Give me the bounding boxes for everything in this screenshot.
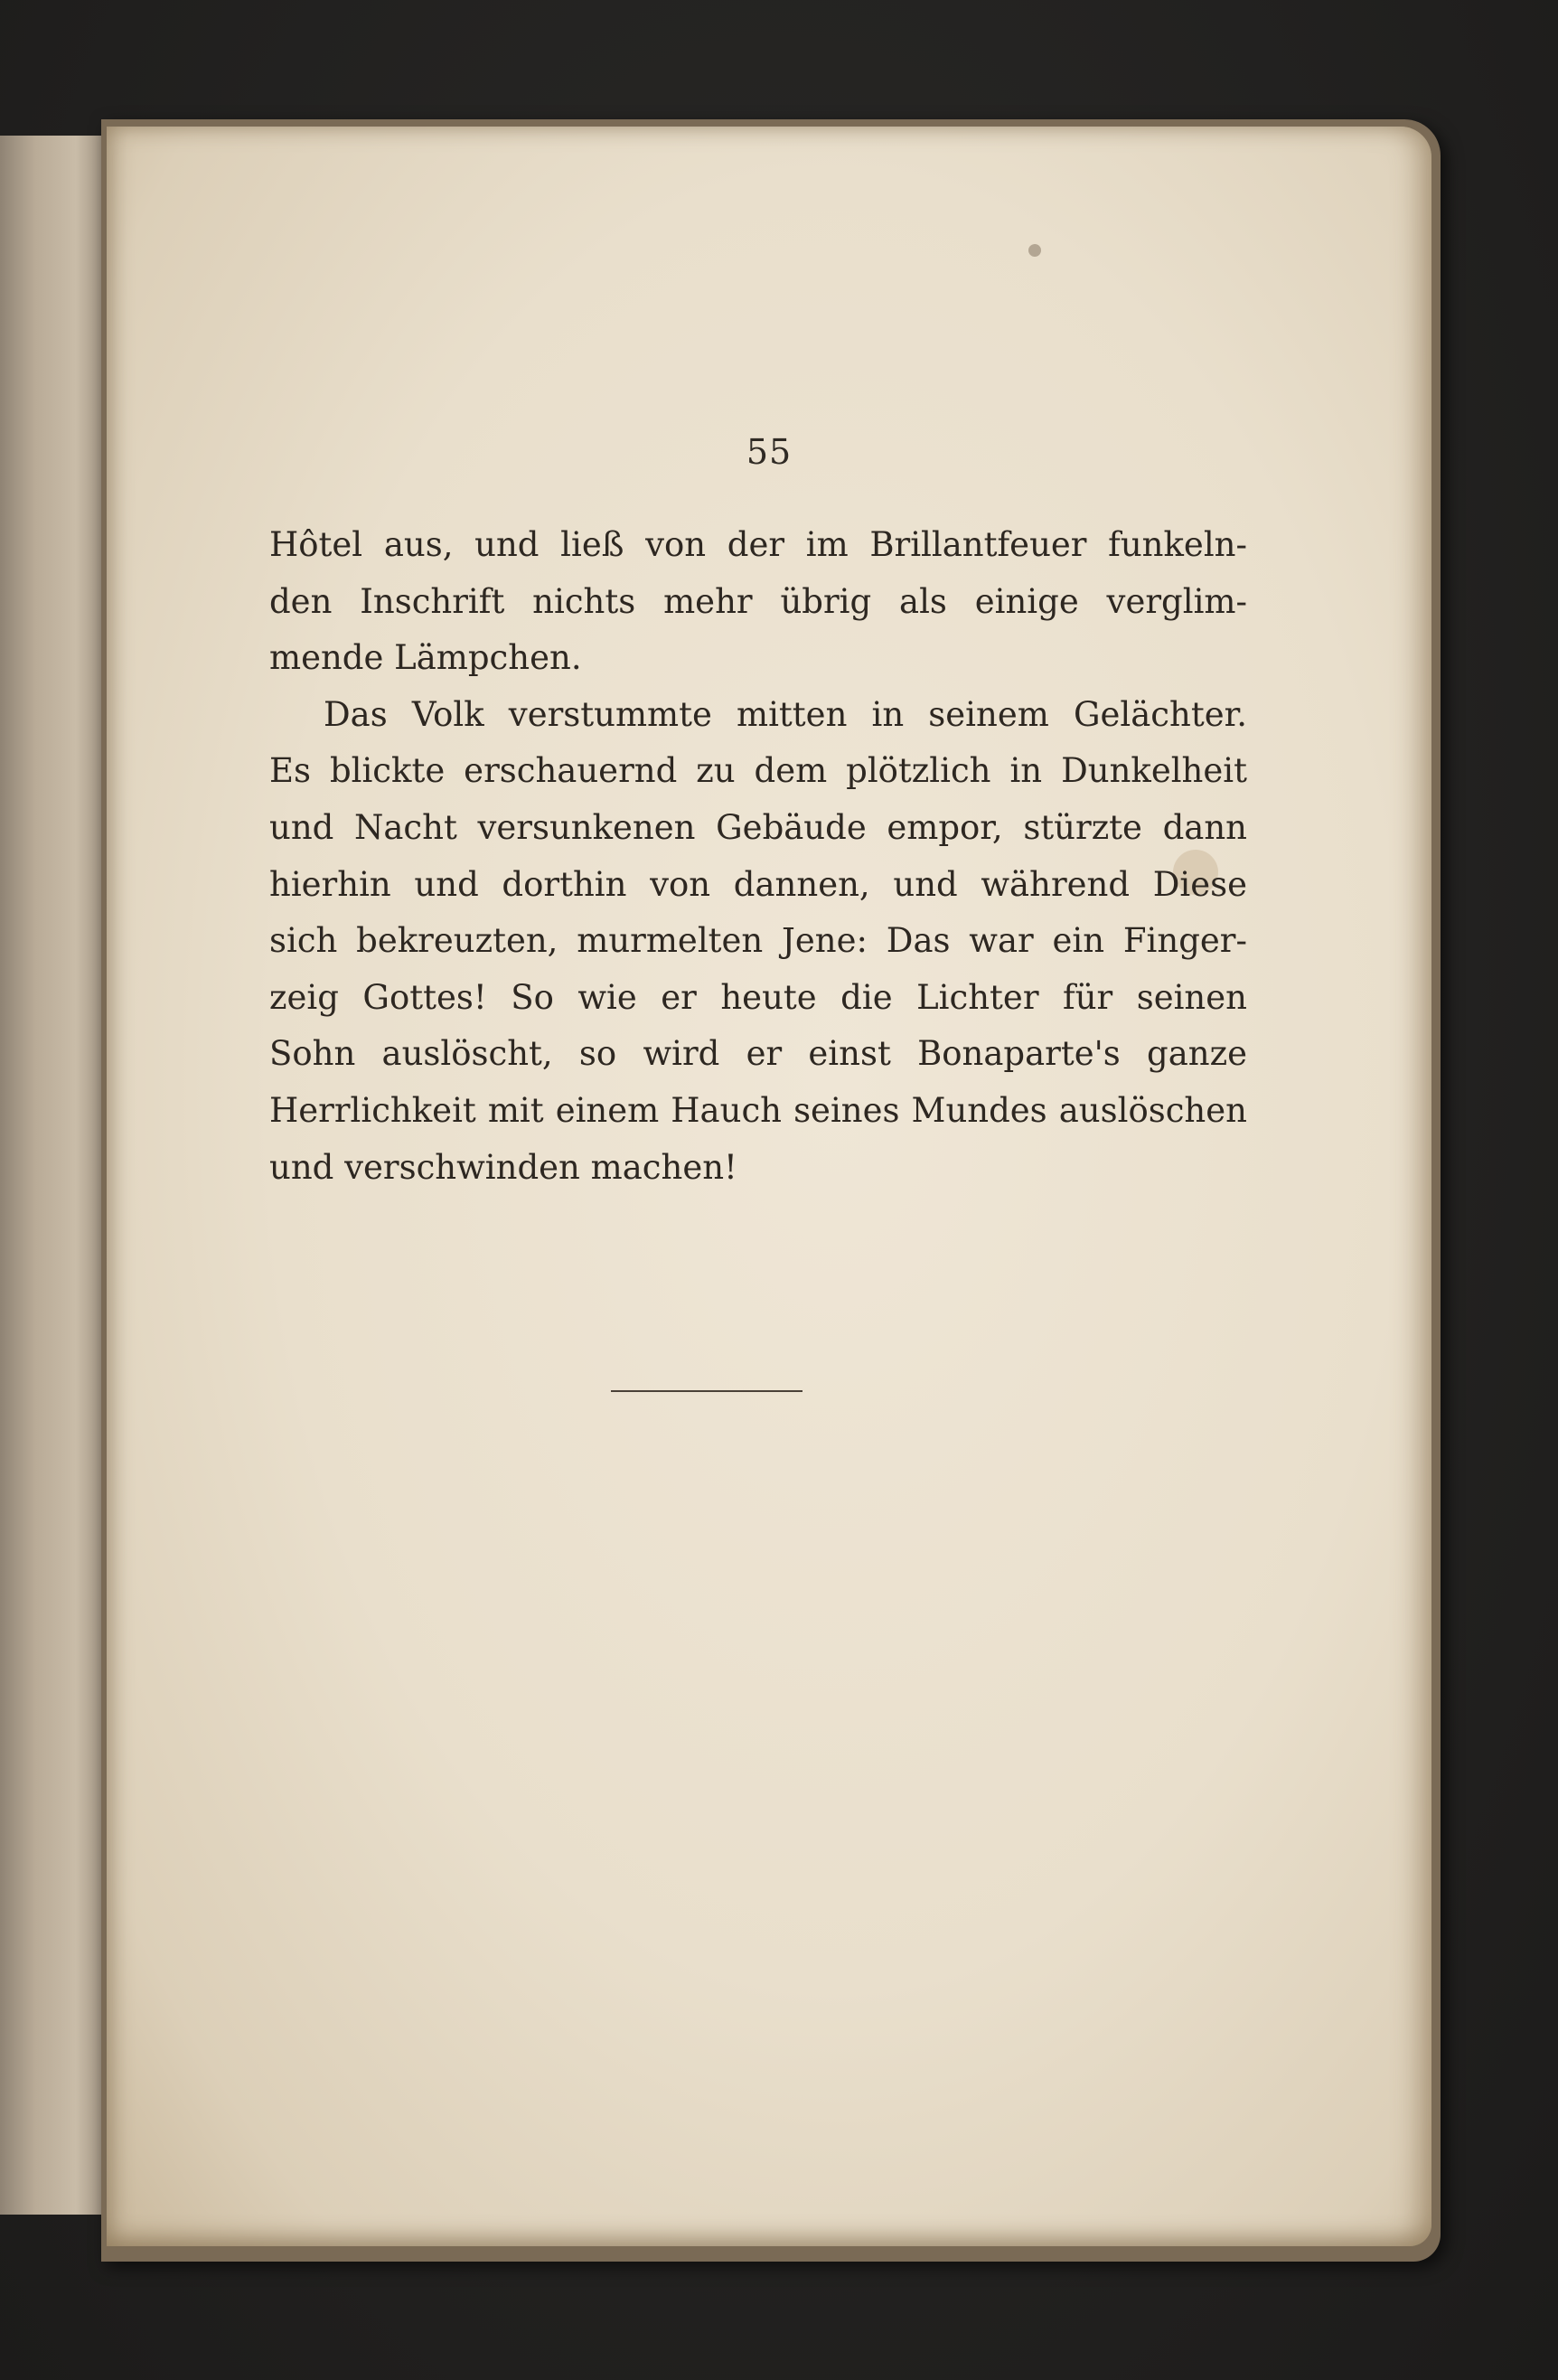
text-line: Herrlichkeit mit einem Hauch seines Mundes auslöschen xyxy=(269,1090,1247,1130)
text-line: den Inschrift nichts mehr übrig als einige verglim- xyxy=(269,581,1247,621)
text-line: und verschwinden machen! xyxy=(269,1147,737,1187)
previous-page-edge xyxy=(0,136,104,2215)
text-line: zeig Gottes! So wie er heute die Lichter für seinen xyxy=(269,977,1247,1017)
page-number: 55 xyxy=(746,432,793,472)
text-line: sich bekreuzten, murmelten Jene: Das war ein Finger- xyxy=(269,921,1247,961)
section-divider xyxy=(611,1390,802,1392)
paper-speck xyxy=(1028,244,1041,257)
book-page xyxy=(107,127,1431,2246)
text-line: Das Volk verstummte mitten in seinem Gelächter. xyxy=(324,694,1247,734)
text-line: und Nacht versunkenen Gebäude empor, stürzte dann xyxy=(269,807,1247,847)
text-line: mende Lämpchen. xyxy=(269,638,582,678)
text-line: Hôtel aus, und ließ von der im Brillantfeuer funkeln- xyxy=(269,525,1247,564)
body-text xyxy=(269,517,1247,1196)
text-line: Sohn auslöscht, so wird er einst Bonaparte's ganze xyxy=(269,1034,1247,1074)
text-line: hierhin und dorthin von dannen, und während Diese xyxy=(269,864,1247,904)
text-line: Es blickte erschauernd zu dem plötzlich in Dunkelheit xyxy=(269,751,1247,791)
